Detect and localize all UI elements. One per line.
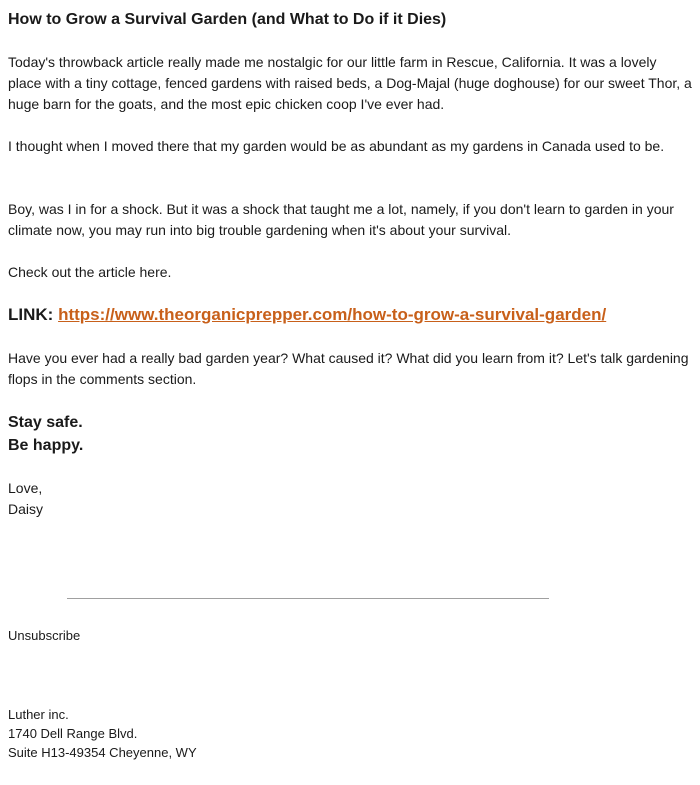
link-label: LINK: <box>8 305 54 324</box>
footer-divider <box>67 598 549 599</box>
be-happy-text: Be happy. <box>8 437 84 454</box>
expectation-paragraph: I thought when I moved there that my garden would be as abundant as my gardens in Canada used to be. <box>8 138 665 154</box>
footer-address <box>8 705 197 762</box>
article-link-line <box>8 304 606 326</box>
street-address: 1740 Dell Range Blvd. <box>8 726 138 741</box>
closing-text: Love, <box>8 480 43 496</box>
closing <box>8 478 43 520</box>
intro-paragraph: Today's throwback article really made me nostalgic for our little farm in Rescue, California. It was a lovely place with a tiny cottage, fenced gardens with raised beds, a Dog-Majal (huge doghouse) for our sweet Thor, a huge barn for the goats, and the most epic chicken coop I've ever had. <box>8 54 692 112</box>
stay-safe-text: Stay safe. <box>8 414 83 431</box>
author-name: Daisy <box>8 501 44 517</box>
check-out-paragraph: Check out the article here. <box>8 264 172 280</box>
article-link[interactable]: https://www.theorganicprepper.com/how-to-grow-a-survival-garden/ <box>58 305 607 324</box>
article-title: How to Grow a Survival Garden (and What to Do if it Dies) <box>8 11 447 28</box>
company-name: Luther inc. <box>8 707 69 722</box>
shock-paragraph: Boy, was I in for a shock. But it was a shock that taught me a lot, namely, if you don't learn to garden in your climate now, you may run into big trouble gardening when it's about your survival. <box>8 201 674 238</box>
unsubscribe-link[interactable]: Unsubscribe <box>8 628 81 643</box>
signoff <box>8 411 83 457</box>
question-paragraph: Have you ever had a really bad garden year? What caused it? What did you learn from it? Let's talk gardening flops in the comments section. <box>8 350 689 387</box>
suite-city: Suite H13-49354 Cheyenne, WY <box>8 745 197 760</box>
